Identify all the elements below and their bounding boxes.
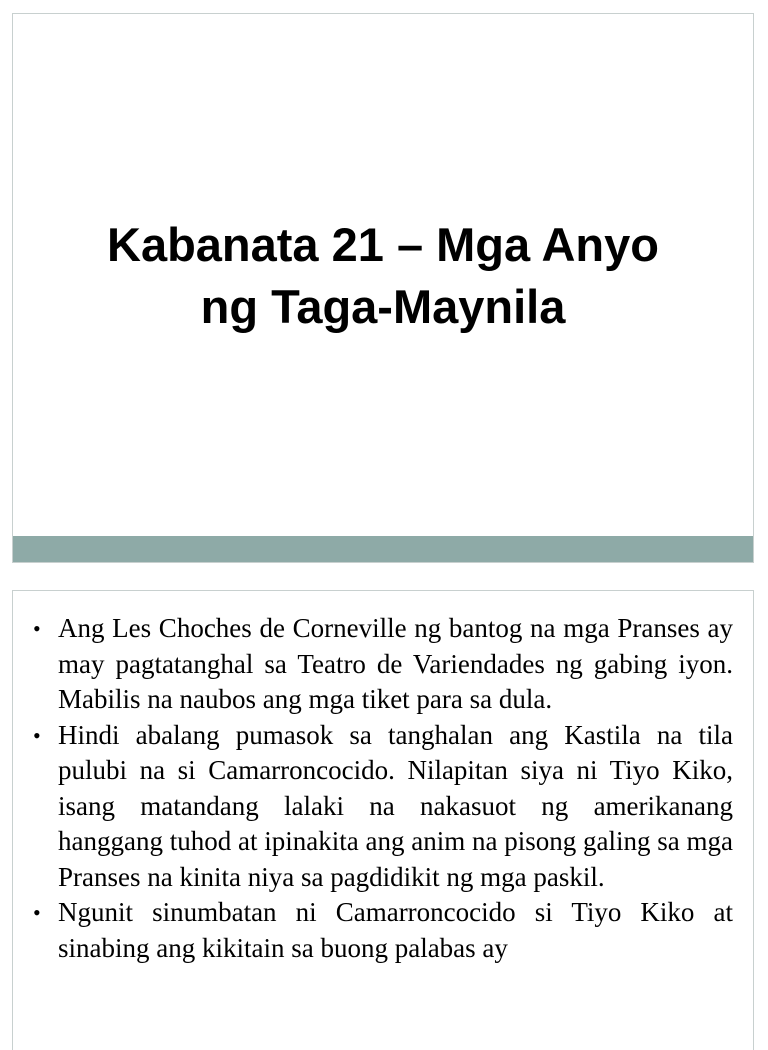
bullet-text: Ang Les Choches de Corneville ng bantog na mga Pranses ay may pagtatanghal sa Teatro de Variendades ng gabing iyon. Mabilis na naubos ang mga tiket para sa dula. (58, 613, 733, 714)
bullet-icon: • (33, 722, 41, 748)
bullet-list (13, 591, 753, 966)
bullet-item (33, 718, 733, 896)
bullet-item (33, 611, 733, 718)
title-line-2: ng Taga-Maynila (200, 279, 566, 333)
bullet-text: Hindi abalang pumasok sa tanghalan ang Kastila na tila pulubi na si Camarroncocido. Nilapitan siya ni Tiyo Kiko, isang matandang lalaki na nakasuot ng amerikanang hanggang tuhod at ipinakita ang anim na pisong galing sa mga Pranses na kinita niya sa pagdidikit ng mga paskil. (58, 719, 733, 892)
slide-title (107, 214, 659, 338)
bullet-item (33, 895, 733, 966)
bullet-icon: • (33, 616, 41, 641)
title-area (13, 14, 753, 537)
title-slide (12, 13, 754, 563)
accent-band (13, 536, 753, 562)
title-line-1: Kabanata 21 – Mga Anyo (107, 217, 659, 271)
bullet-icon: • (33, 900, 41, 925)
content-slide (12, 590, 754, 1050)
bullet-text: Ngunit sinumbatan ni Camarroncocido si Tiyo Kiko at sinabing ang kikitain sa buong palabas ay (58, 897, 733, 963)
